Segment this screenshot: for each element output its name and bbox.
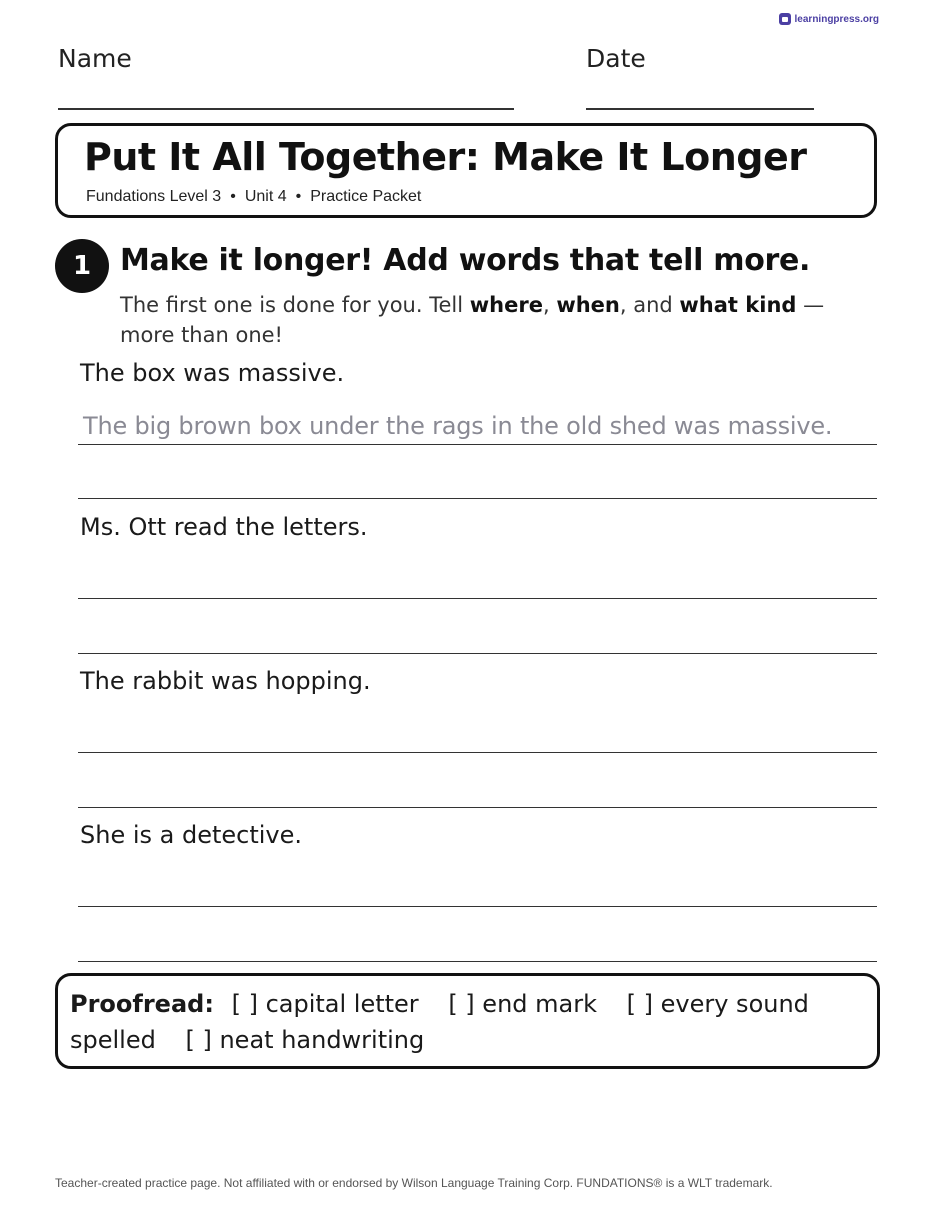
name-line[interactable] [58, 108, 514, 110]
prompt-sentence: She is a detective. [80, 821, 303, 849]
date-line[interactable] [586, 108, 814, 110]
brand-text: learningpress.org [794, 13, 879, 25]
proofread-label: Proofread: [70, 990, 214, 1018]
answer-line[interactable] [78, 653, 877, 654]
answer-line[interactable] [78, 498, 877, 499]
page-subtitle [86, 188, 421, 206]
subtitle-packet: Practice Packet [310, 188, 422, 205]
question-number-badge: 1 [55, 239, 109, 293]
name-label: Name [58, 44, 132, 73]
date-label: Date [586, 44, 646, 73]
proofread-checklist [55, 973, 880, 1069]
answer-line[interactable] [78, 752, 877, 753]
logo-icon [779, 13, 791, 25]
checklist-neat-handwriting[interactable]: [ ] neat handwriting [185, 1026, 425, 1054]
example-answer: The big brown box under the rags in the old shed was massive. [83, 412, 833, 440]
subtitle-separator: • [230, 188, 236, 205]
answer-line[interactable] [78, 807, 877, 808]
prompt-sentence: The rabbit was hopping. [80, 667, 371, 695]
brand-logo [779, 13, 879, 25]
subtitle-unit: Unit 4 [244, 188, 287, 205]
subtitle-level: Fundations Level 3 [86, 188, 222, 205]
subtitle-separator: • [295, 188, 302, 205]
prompt-sentence: Ms. Ott read the letters. [80, 513, 368, 541]
question-heading: Make it longer! Add words that tell more. [120, 243, 811, 278]
question-instructions: The first one is done for you. Tell where, when, and what kind — more than one! [120, 293, 825, 347]
checklist-end-mark[interactable]: [ ] end mark [448, 990, 597, 1018]
prompt-sentence: The box was massive. [80, 359, 345, 387]
footer-disclaimer: Teacher-created practice page. Not affiliated with or endorsed by Wilson Language Training Corp. FUNDATIONS® is a WLT trademark. [55, 1176, 773, 1190]
checklist-capital-letter[interactable]: [ ] capital letter [231, 990, 419, 1018]
checklist-every-sound[interactable]: [ ] every sound spelled [70, 990, 809, 1054]
answer-line[interactable] [78, 444, 877, 445]
answer-line[interactable] [78, 598, 877, 599]
page-title: Put It All Together: Make It Longer [84, 135, 807, 179]
answer-line[interactable] [78, 961, 877, 962]
title-box [55, 123, 877, 218]
answer-line[interactable] [78, 906, 877, 907]
